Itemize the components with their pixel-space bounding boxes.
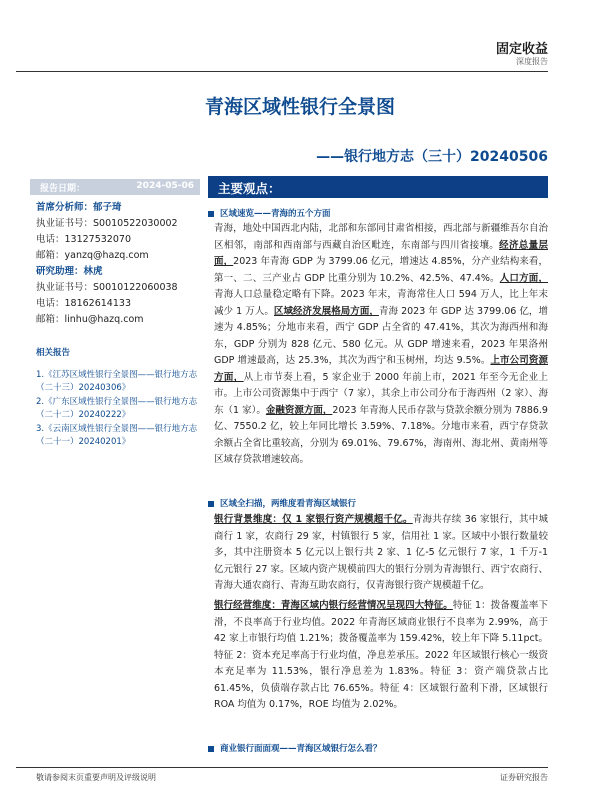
text: 从上市节奏上看，5 家企业于 2000 年前上市，2021 年至今无企业上市。上市公司资源集中于西宁（7 家），其余上市公司分布于海西州（2 家）、海东（1 家）。	[214, 371, 548, 416]
bullet-heading-1	[208, 207, 331, 219]
text: 青海 2023 年 GDP 达 3799.06 亿，增速为 4.85%；分地市来看，西宁 GDP 占全省的 47.41%，其次为海西州和海东，GDP 分别为 828 亿元、580 亿元。从 GDP 增速来看，2023 年果洛州 GDP 增速最高，达 25.3%，其次为西宁和玉树州，均达 9.5%。	[214, 305, 548, 366]
paragraph-bank-background	[214, 512, 548, 595]
text: 青海人口总量稳定略有下降。2023 年末，青海常住人口 594 万人，比上年末减少 1 万人。	[214, 289, 548, 317]
assistant-email[interactable]: 邮箱：linhu@hazq.com	[36, 314, 144, 325]
section-header	[208, 176, 548, 198]
related-report-item[interactable]: 3.《云南区域性银行全景图——银行地方志（二十一）20240201》	[36, 423, 198, 447]
text: 2023 年青海 GDP 为 3799.06 亿元，增速达 4.85%，分产业结构来看，第一、二、三产业占 GDP 比重分别为 10.2%、42.5%、47.4%。	[214, 256, 548, 284]
assistant-license: 执业证书号：S0010122060038	[36, 282, 178, 293]
footer-disclaimer: 敬请参阅末页重要声明及评级说明	[36, 773, 156, 782]
bullet-heading-text: 区域速览——青海的五个方面	[220, 209, 331, 219]
report-date-value: 2024-05-06	[136, 181, 194, 191]
analyst-email[interactable]: 邮箱：yanzq@hazq.com	[36, 250, 149, 261]
footer-label: 证券研究报告	[500, 773, 548, 782]
assistant-phone: 电话：18162614133	[36, 298, 131, 309]
bullet-square-icon	[208, 211, 214, 217]
text: 特征 1：拨备覆盖率下滑，不良率高于行业均值。2022 年青海区域商业银行不良率为 2.99%，高于 42 家上市银行均值 1.21%；拨备覆盖率为 159.42%，较上年下降 5.11pct。特征 2：资本充足率高于行业均值，净息差承压。2022 年区域银行核心一级资本充足率为 11.53%，银行净息差为 1.83%。特征 3：资产端贷款占比 61.45%，负债端存款占比 76.65%。特征 4：区域银行盈利下滑，区域银行 ROA 均值为 0.17%，ROE 均值为 2.02%。	[214, 600, 548, 710]
bullet-square-icon	[208, 746, 214, 752]
footer-divider	[16, 767, 548, 768]
section-title: 主要观点：	[218, 181, 281, 196]
related-reports-heading: 相关报告	[36, 348, 71, 358]
highlight: 人口方面，	[499, 272, 548, 284]
bullet-square-icon	[208, 501, 214, 507]
related-reports	[36, 347, 204, 450]
related-report-item[interactable]: 2.《广东区域性银行全景图——银行地方志（二十二）20240222》	[36, 396, 198, 420]
report-type: 深度报告	[516, 57, 548, 66]
header-divider	[16, 71, 548, 72]
related-report-item[interactable]: 1.《江苏区域性银行全景图——银行地方志（二十三）20240306》	[36, 369, 198, 393]
paragraph-bank-operation	[214, 598, 548, 714]
report-subtitle: ——银行地方志（三十）20240506	[316, 149, 548, 165]
highlight: 区域经济发展格局方面，	[273, 305, 379, 317]
report-date-bar	[30, 179, 200, 195]
report-category: 固定收益	[495, 42, 548, 57]
text: 青海，地处中国西北内陆，北部和东部同甘肃省相接，西北部与新疆维吾尔自治区相邻，南部和西南部与西藏自治区毗连，东南部与四川省接壤。	[214, 223, 548, 251]
report-title: 青海区域性银行全景图	[204, 96, 395, 118]
highlight: 经济总量层面，	[214, 239, 548, 267]
highlight: 银行经营维度：青海区域内银行经营情况呈现四大特征。	[214, 600, 453, 611]
text: 2023 年青海人民币存款与贷款余额分别为 7886.9 亿、7550.2 亿，较上年同比增长 3.59%、7.18%。分地市来看，西宁存贷款余额占全省比重较高，分别为 69.01%、79.67%，海南州、海北州、黄南州等区域存贷款增速较高。	[214, 404, 548, 465]
report-date-label: 报告日期：	[40, 184, 86, 194]
highlight: 银行背景维度：仅 1 家银行资产规模超千亿。	[214, 514, 413, 525]
bullet-heading-3	[208, 742, 382, 754]
analyst-panel	[36, 200, 204, 328]
text: 青海共存续 36 家银行，其中城商行 1 家，农商行 29 家，村镇银行 5 家，信用社 1 家。区域中小银行数量较多，其中注册资本 5 亿元以上银行共 2 家、1 亿-5 亿元银行 7 家，1 千万-1 亿元银行 27 家。区域内资产规模前四大的银行分别为青海银行、西宁农商行、青海大通农商行、青海互助农商行，仅青海银行资产规模超千亿。	[214, 514, 548, 591]
highlight: 上市公司资源方面，	[214, 355, 548, 383]
assistant-role: 研究助理：林虎	[36, 266, 103, 277]
bullet-heading-2	[208, 497, 356, 509]
analyst-license: 执业证书号：S0010522030002	[36, 218, 178, 229]
analyst-role: 首席分析师：郁子琦	[36, 202, 122, 213]
analyst-phone: 电话：13127532070	[36, 234, 131, 245]
paragraph-region-overview	[214, 221, 548, 469]
bullet-heading-text: 区域全扫描，两维度看青海区域银行	[220, 499, 357, 509]
bullet-heading-text: 商业银行面面观——青海区域银行怎么看？	[220, 744, 382, 754]
highlight: 金融资源方面，	[265, 404, 333, 416]
